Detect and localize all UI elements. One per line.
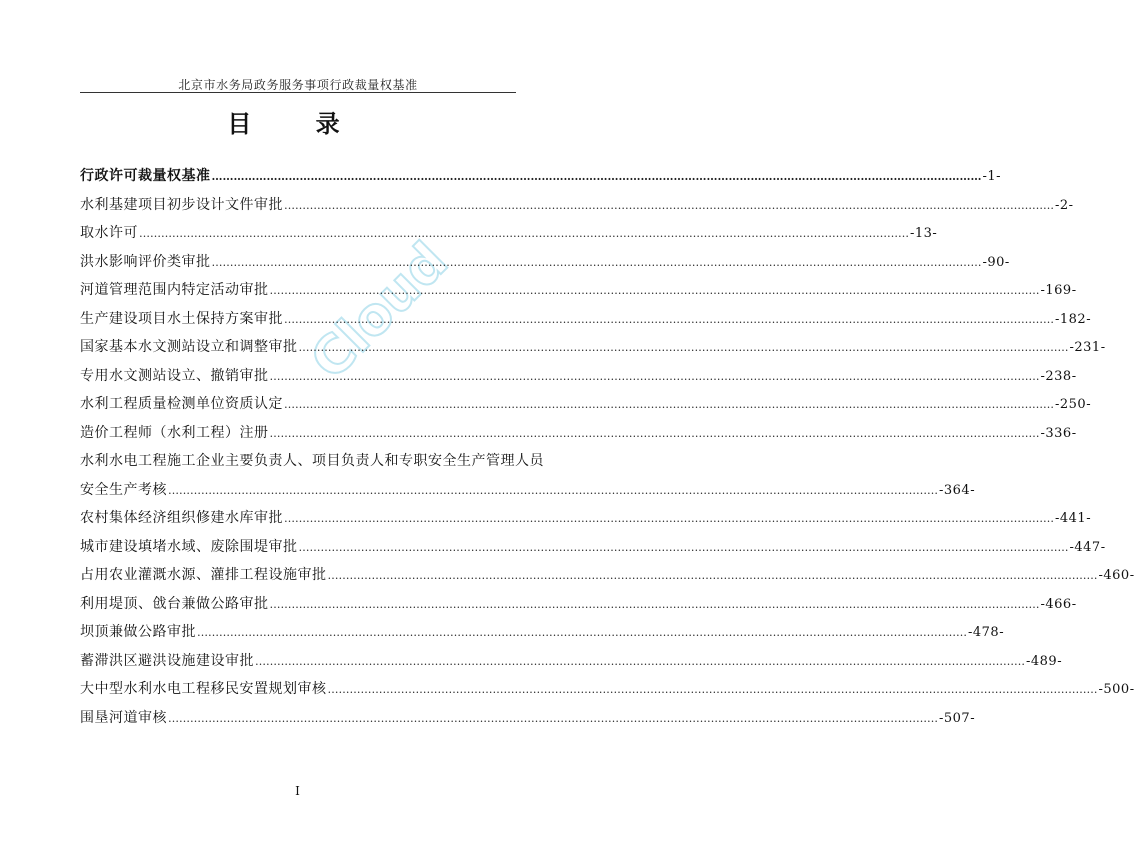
toc-entry-title: 利用堤顶、戗台兼做公路审批 [80, 595, 269, 612]
toc-entry[interactable] [80, 507, 1092, 536]
toc-dot-leader [270, 598, 1040, 611]
toc-dot-leader [270, 284, 1040, 297]
toc-entry-page: -90- [982, 254, 1010, 270]
toc-entry[interactable] [80, 564, 1135, 593]
toc-entry[interactable] [80, 621, 1005, 650]
toc-entry[interactable] [80, 678, 1135, 707]
toc-entry[interactable] [80, 393, 1092, 422]
toc-entry-wrapped[interactable] [80, 450, 544, 479]
toc-entry-title: 生产建设项目水土保持方案审批 [80, 310, 283, 327]
toc-entry-title: 水利水电工程施工企业主要负责人、项目负责人和专职安全生产管理人员 [80, 453, 544, 469]
toc-entry[interactable] [80, 165, 1002, 194]
toc-entry-page: -169- [1040, 283, 1077, 298]
toc-dot-leader [212, 170, 982, 183]
toc-dot-leader [197, 626, 967, 639]
toc-entry[interactable] [80, 593, 1077, 622]
toc-entry-title: 围垦河道审核 [80, 709, 167, 726]
toc-entry-page: -182- [1055, 311, 1092, 327]
toc-entry-page: -238- [1040, 368, 1077, 384]
toc-entry[interactable] [80, 222, 938, 251]
header-divider [80, 92, 516, 93]
toc-entry-title: 占用农业灌溉水源、灌排工程设施审批 [80, 567, 327, 583]
toc-dot-leader [284, 512, 1054, 525]
toc-entry[interactable] [80, 365, 1077, 394]
toc-entry[interactable] [80, 336, 1106, 365]
page-number: I [295, 784, 300, 798]
toc-dot-leader [284, 398, 1054, 411]
toc-dot-leader [299, 341, 1069, 354]
table-of-contents [80, 165, 1135, 735]
toc-dot-leader [284, 313, 1054, 326]
toc-entry-title: 农村集体经济组织修建水库审批 [80, 510, 283, 526]
toc-entry-page: -336- [1040, 425, 1077, 441]
toc-entry-page: -466- [1040, 596, 1077, 612]
toc-dot-leader [168, 484, 938, 497]
toc-entry-title: 行政许可裁量权基准 [80, 168, 211, 184]
toc-entry-page: -460- [1098, 568, 1135, 583]
toc-entry-page: -250- [1055, 397, 1092, 412]
toc-dot-leader [255, 655, 1025, 668]
toc-entry[interactable] [80, 308, 1092, 337]
toc-entry-title: 蓄滞洪区避洪设施建设审批 [80, 652, 254, 669]
toc-dot-leader [270, 427, 1040, 440]
toc-entry-page: -447- [1069, 539, 1106, 555]
toc-entry-page: -489- [1026, 653, 1063, 669]
toc-entry-title: 安全生产考核 [80, 481, 167, 498]
toc-dot-leader [299, 541, 1069, 554]
toc-dot-leader [168, 712, 938, 725]
toc-entry[interactable] [80, 279, 1077, 308]
toc-entry-title: 水利工程质量检测单位资质认定 [80, 396, 283, 412]
toc-entry-title: 取水许可 [80, 225, 138, 241]
toc-entry-title: 专用水文测站设立、撤销审批 [80, 367, 269, 384]
toc-entry-title: 大中型水利水电工程移民安置规划审核 [80, 681, 327, 697]
toc-entry-page: -507- [939, 710, 976, 726]
toc-dot-leader [139, 227, 909, 240]
toc-entry-page: -13- [910, 226, 938, 241]
toc-entry-page: -2- [1055, 197, 1074, 213]
toc-dot-leader [212, 256, 982, 269]
toc-dot-leader [328, 569, 1098, 582]
toc-entry[interactable] [80, 422, 1077, 451]
toc-entry-page: -364- [939, 482, 976, 498]
toc-dot-leader [284, 199, 1054, 212]
toc-entry-page: -1- [982, 169, 1002, 184]
toc-entry-title: 洪水影响评价类审批 [80, 253, 211, 270]
toc-entry-page: -441- [1055, 511, 1092, 526]
toc-entry[interactable] [80, 479, 976, 508]
toc-entry-page: -500- [1098, 682, 1135, 697]
toc-entry-title: 水利基建项目初步设计文件审批 [80, 196, 283, 213]
toc-entry-title: 国家基本水文测站设立和调整审批 [80, 339, 298, 355]
toc-dot-leader [328, 683, 1098, 696]
toc-entry[interactable] [80, 650, 1063, 679]
toc-dot-leader [270, 370, 1040, 383]
toc-entry-title: 河道管理范围内特定活动审批 [80, 282, 269, 298]
svg-text:Cloud: Cloud [299, 231, 460, 392]
toc-entry[interactable] [80, 707, 976, 736]
toc-entry-title: 造价工程师（水利工程）注册 [80, 424, 269, 441]
toc-entry-page: -478- [968, 625, 1005, 640]
toc-entry-page: -231- [1069, 340, 1106, 355]
toc-entry[interactable] [80, 194, 1074, 223]
page-title: 目 录 [227, 109, 368, 138]
toc-entry[interactable] [80, 251, 1010, 280]
running-header: 北京市水务局政务服务事项行政裁量权基准 [178, 78, 418, 92]
toc-entry-title: 坝顶兼做公路审批 [80, 624, 196, 640]
toc-entry-title: 城市建设填堵水域、废除围堤审批 [80, 538, 298, 555]
toc-entry[interactable] [80, 536, 1106, 565]
